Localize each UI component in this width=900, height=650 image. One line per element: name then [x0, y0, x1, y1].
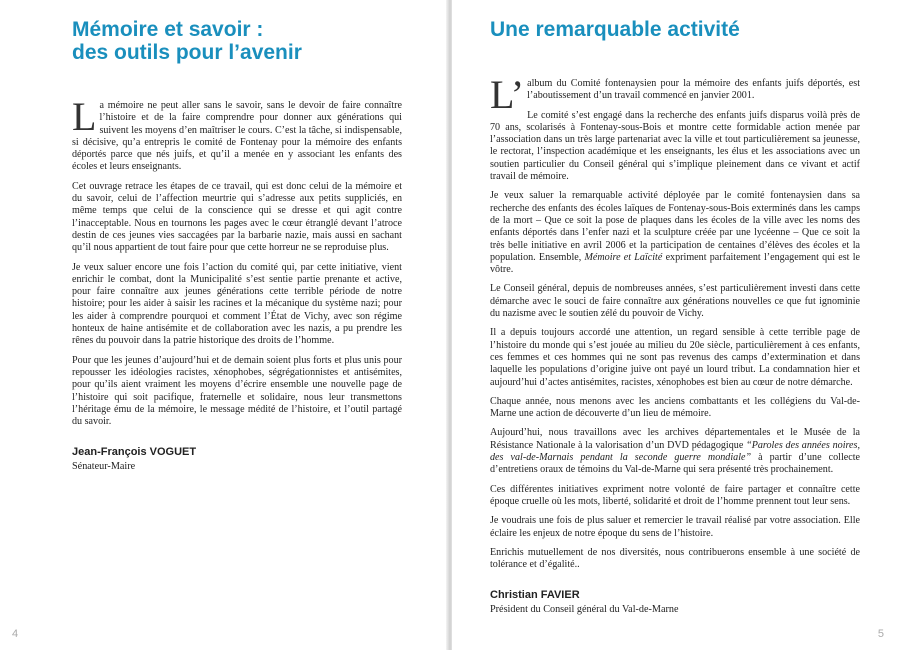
left-title	[72, 18, 412, 64]
right-signature-role: Président du Conseil général du Val-de-Marne	[490, 603, 679, 615]
left-title-line2: des outils pour l’avenir	[72, 41, 302, 64]
left-title-line1: Mémoire et savoir :	[72, 18, 264, 41]
left-signature-role: Sénateur-Maire	[72, 460, 136, 472]
right-paragraph-3	[490, 190, 860, 276]
left-page-number: 4	[12, 628, 19, 640]
left-paragraph-4: Pour que les jeunes d’aujourd’hui et de demain soient plus forts et plus unis pour repousser les idéologies racistes, xénophobes, ségrégationnistes et antisémites, pour qu’ils aient vraiment les moyens d’écrire ensemble une nouvelle page de l’histoire qui soit pacifique, fraternelle et solidaire, nous leur transmettons l’héritage ému de la mémoire, le message médité de l’histoire, et l’outil partagé du savoir.	[72, 354, 402, 428]
right-paragraph-7-text-b: à partir d’une collecte d’entretiens oraux de témoins du Val-de-Marne qui sera présenté très prochainement.	[490, 452, 860, 476]
right-body	[490, 72, 860, 616]
right-paragraph-9: Je voudrais une fois de plus saluer et remercier le travail réalisé par votre association. Elle éclaire les enjeux de notre époque du sens de l’histoire.	[490, 515, 860, 539]
right-paragraph-3-text-a: Je veux saluer la remarquable activité déployée par le comité fontenaysien dans sa recherche des enfants des écoles laïques de Fontenay-sous-Bois exterminés dans les camps de la mort – Que ce soit la pose de plaques dans les écoles de la ville avec les noms des enfants déportés dans l’enfer nazi et la sculpture créée par une lycéenne – Que ce soit la très belle initiative en avril 2006 et la participation de centaines d’élèves des écoles et la population. Ensemble,	[490, 190, 860, 263]
right-paragraph-1-text: album du Comité fontenaysien pour la mémoire des enfants juifs déportés, est l’aboutissement d’un travail commencé en janvier 2001.	[527, 78, 860, 102]
left-signature-name: Jean-François VOGUET	[72, 446, 197, 459]
right-paragraph-3-text-b: expriment parfaitement l’engagement qui est le vôtre.	[490, 251, 860, 276]
left-paragraph-2: Cet ouvrage retrace les étapes de ce travail, qui est donc celui de la mémoire et du savoir, celui de l’affection meurtrie qui s’adresse aux petits suppliciés, en même temps que celui de la conscience qui se dresse et qui agit contre l’inacceptable. Nous en tournons les pages avec le cœur étranglé devant l’atroce destin de ces jeunes vies saccagées par la barbarie nazie, mais aussi en sachant qu’il nous appartient de tout faire pour que cette horreur ne se reproduise plus.	[72, 180, 402, 254]
right-paragraph-7-text-a: Aujourd’hui, nous travaillons avec les archives départementales et le Musée de la Résistance Nationale à la valorisation d’un DVD pédagogique	[490, 427, 860, 451]
right-paragraph-7-italic: “Paroles des années noires, des val-de-Marnais pendant la seconde guerre mondiale”	[490, 439, 860, 464]
right-paragraph-10: Enrichis mutuellement de nos diversités, nous contribuerons ensemble à une société de tolérance et d’égalité..	[490, 546, 860, 571]
right-page	[452, 0, 900, 650]
right-title: Une remarquable activité	[490, 18, 740, 41]
left-dropcap: L	[72, 94, 97, 139]
right-page-number: 5	[877, 628, 884, 640]
left-body	[72, 94, 402, 473]
right-signature-name: Christian FAVIER	[490, 589, 580, 602]
right-paragraph-3-italic: Mémoire et Laïcité	[584, 251, 663, 263]
right-paragraph-1	[490, 72, 860, 117]
left-paragraph-1-text: a mémoire ne peut aller sans le savoir, sans le devoir de faire connaître l’histoire et de la faire comprendre pour donner aux générations qui suivent les moyens d’en maîtriser le cours. C’est la tâche, si indispensable, si décisive, qu’a entrepris le comité de Fontenay pour la mémoire des enfants déportés parce que nés juifs, et qu’il a menée en y associant les enfants des écoles et leurs enseignants.	[72, 100, 402, 173]
left-paragraph-1	[72, 94, 402, 174]
right-paragraph-7	[490, 427, 860, 476]
left-page	[0, 0, 448, 650]
right-paragraph-2: Le comité s’est engagé dans la recherche des enfants juifs disparus voilà près de 70 ans, scolarisés à Fontenay-sous-Bois et montre cette formidable action menée par l’association dans un très large partenariat avec la ville et tout particulièrement sa jeunesse, le rectorat, l’inspection académique et les enseignants, les élus et les associations avec un soutien particulier du Conseil général qui s’implique pleinement dans ce vivant et actif travail de mémoire.	[490, 109, 860, 183]
right-paragraph-8: Ces différentes initiatives expriment notre volonté de faire partager et connaître cette époque cruelle où les mots, liberté, solidarité et droit de l’homme prennent tout leur sens.	[490, 483, 860, 507]
left-paragraph-3: Je veux saluer encore une fois l’action du comité qui, par cette initiative, vient enrichir le combat, dont la Municipalité s’est sentie partie prenante et active, pour faire connaître aux jeunes générations cette terrible période de notre histoire; pour les aider à saisir les racines et la mécanique du système nazi; pour les aider à comprendre pourquoi et comment l’État de Vichy, avec son régime honteux de haine antisémite et de collaboration avec les nazis, a pu prendre les rênes du pouvoir dans la patrie historique des droits de l’homme.	[72, 261, 402, 347]
right-paragraph-5: Il a depuis toujours accordé une attention, un regard sensible à cette terrible page de l’histoire du monde qui s’est jouée au milieu du 20e siècle, particulièrement à ces enfants, ces femmes et ces hommes qui ne sont pas revenus des camps d’extermination et dans laquelle les populations d’origine juive ont payé un lourd tribut. La condamnation hier et aujourd’hui d’actes antisémites, racistes, xénophobes est bien au cœur de notre démarche.	[490, 327, 860, 388]
right-paragraph-6: Chaque année, nous menons avec les anciens combattants et les collégiens du Val-de-Marne une action de découverte d’un lieu de mémoire.	[490, 395, 860, 420]
right-paragraph-4: Le Conseil général, depuis de nombreuses années, s’est particulièrement investi dans cette démarche avec le souci de faire connaître aux générations nouvelles ce que fut ignominie du nazisme avec le soutien zélé du pouvoir de Vichy.	[490, 283, 860, 320]
right-dropcap: L’	[490, 72, 525, 117]
